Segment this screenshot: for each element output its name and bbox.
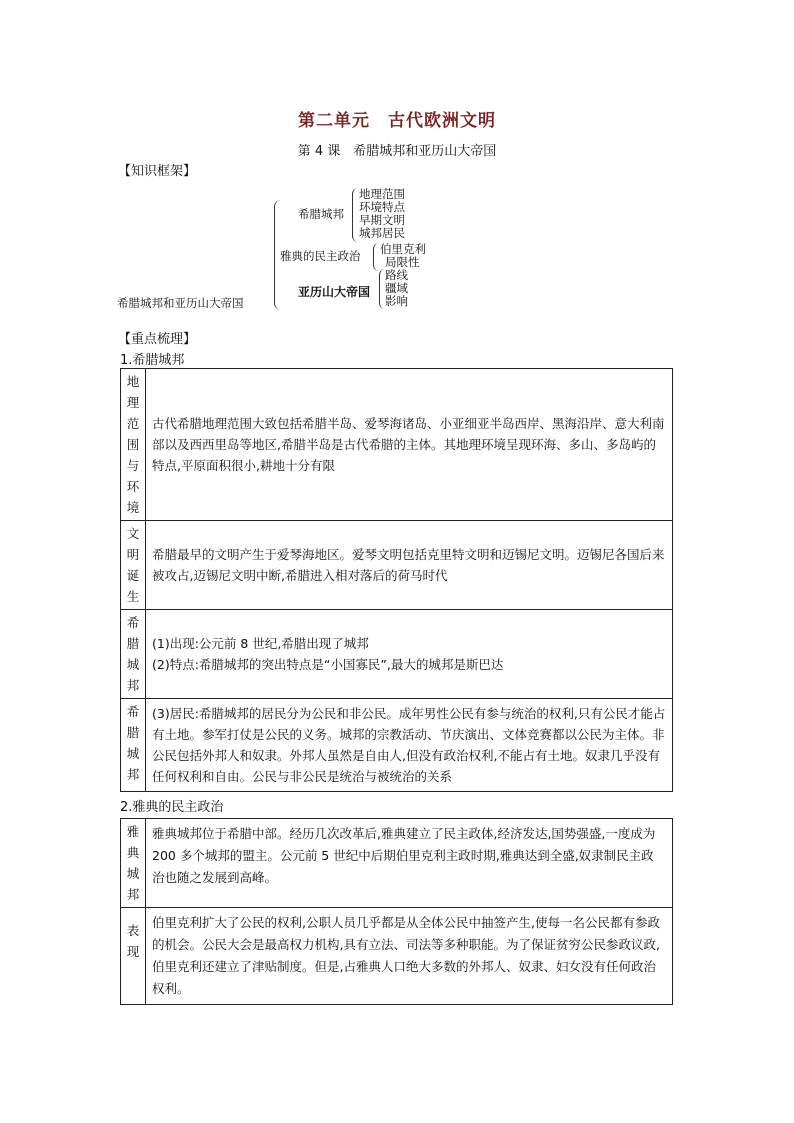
row-text: 雅典城邦位于希腊中部。经历几次改革后,雅典建立了民主政体,经济发达,国势强盛,一度成为 200 多个城邦的盟主。公元前 5 世纪中后期伯里克利主政时期,雅典达到全盛,奴隶制民主政治也随之发展到高峰。	[146, 819, 673, 908]
mindmap-leaf: 疆域	[385, 281, 408, 295]
section-framework-heading: 【知识框架】	[118, 164, 197, 179]
mindmap-branch-greek-city-states: 希腊城邦	[298, 207, 344, 221]
mindmap-leaf: 路线	[385, 268, 408, 282]
row-label: 文 明 诞 生	[121, 521, 146, 610]
table-row	[121, 908, 673, 1005]
table-row	[121, 699, 673, 792]
row-text: 伯里克利扩大了公民的权利,公职人员几乎都是从全体公民中抽签产生,使每一名公民都有参政的机会。公民大会是最高权力机构,具有立法、司法等多种职能。为了保证贫穷公民参政议政,伯里克利还建立了津贴制度。但是,占雅典人口绝大多数的外邦人、奴隶、妇女没有任何政治权利。	[146, 908, 673, 1005]
table-row	[121, 610, 673, 699]
mindmap-leaf: 伯里克利	[380, 242, 426, 256]
row-text: 希腊最早的文明产生于爱琴海地区。爱琴文明包括克里特文明和迈锡尼文明。迈锡尼各国后来被攻占,迈锡尼文明中断,希腊进入相对落后的荷马时代	[146, 521, 673, 610]
lesson-subtitle: 第 4 课 希腊城邦和亚历山大帝国	[297, 144, 497, 159]
row-text-line: (1)出现:公元前 8 世纪,希腊出现了城邦	[152, 636, 369, 651]
row-text-line: (2)特点:希腊城邦的突出特点是“小国寡民”,最大的城邦是斯巴达	[152, 657, 504, 672]
row-label: 雅 典 城 邦	[121, 819, 146, 908]
row-label: 地 理 范 围 与 环 境	[121, 369, 146, 521]
mindmap-root: 希腊城邦和亚历山大帝国	[117, 296, 244, 310]
row-text	[146, 610, 673, 699]
athenian-democracy-table	[120, 818, 673, 1005]
knowledge-mindmap	[115, 185, 455, 315]
row-label: 希 腊 城 邦	[121, 610, 146, 699]
row-text: (3)居民:希腊城邦的居民分为公民和非公民。成年男性公民有参与统治的权利,只有公民才能占有土地。参军打仗是公民的义务。城邦的宗教活动、节庆演出、文体竞赛都以公民为主体。非公民包括外邦人和奴隶。外邦人虽然是自由人,但没有政治权利,不能占有土地。奴隶几乎没有任何权利和自由。公民与非公民是统治与被统治的关系	[146, 699, 673, 792]
row-label: 希 腊 城 邦	[121, 699, 146, 792]
table-row	[121, 819, 673, 908]
mindmap-leaf: 早期文明	[359, 213, 405, 227]
mindmap-leaf: 局限性	[385, 255, 420, 269]
section-review-heading: 【重点梳理】	[118, 332, 197, 347]
part1-heading: 1.希腊城邦	[120, 353, 185, 368]
mindmap-brace-branch-2	[373, 243, 379, 271]
greek-city-states-table	[120, 368, 673, 792]
mindmap-leaf: 环境特点	[359, 200, 405, 214]
mindmap-leaf: 影响	[385, 294, 408, 308]
mindmap-leaf: 城邦居民	[359, 226, 405, 240]
mindmap-branch-alexander-empire: 亚历山大帝国	[298, 285, 371, 299]
row-label: 表 现	[121, 908, 146, 1005]
page-title: 第二单元 古代欧洲文明	[298, 111, 496, 131]
mindmap-branch-athenian-democracy: 雅典的民主政治	[280, 249, 361, 263]
mindmap-leaf: 地理范围	[359, 187, 405, 201]
part2-heading: 2.雅典的民主政治	[120, 800, 224, 815]
mindmap-brace-branch-1	[352, 188, 358, 242]
table-row	[121, 369, 673, 521]
table-row	[121, 521, 673, 610]
row-text: 古代希腊地理范围大致包括希腊半岛、爱琴海诸岛、小亚细亚半岛西岸、黑海沿岸、意大利南部以及西西里岛等地区,希腊半岛是古代希腊的主体。其地理环境呈现环海、多山、多岛屿的特点,平原面积很小,耕地十分有限	[146, 369, 673, 521]
